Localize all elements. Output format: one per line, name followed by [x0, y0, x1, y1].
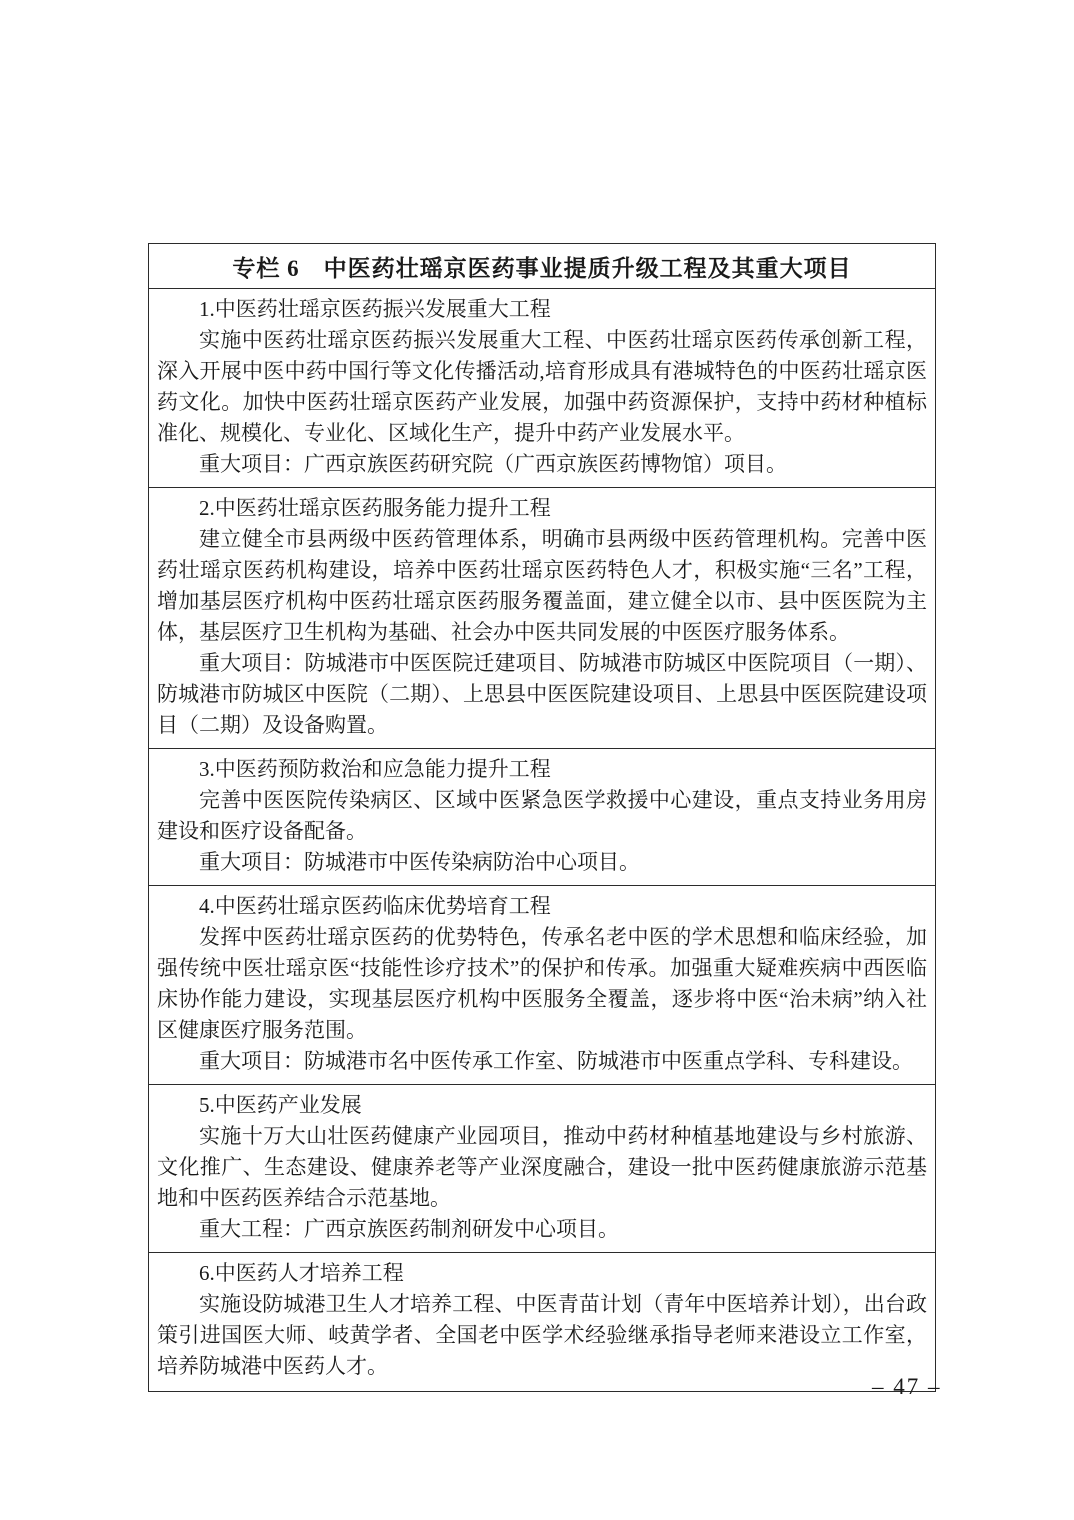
section-body: 完善中医医院传染病区、区域中医紧急医学救援中心建设，重点支持业务用房建设和医疗设备配备。 — [157, 788, 927, 843]
section-3 — [149, 748, 935, 885]
section-6 — [149, 1252, 935, 1391]
section-major-projects: 重大项目：防城港市中医传染病防治中心项目。 — [199, 850, 640, 874]
section-heading: 5.中医药产业发展 — [199, 1093, 362, 1117]
section-body: 发挥中医药壮瑶京医药的优势特色，传承名老中医的学术思想和临床经验，加强传统中医壮瑶京医“技能性诊疗技术”的保护和传承。加强重大疑难疾病中西医临床协作能力建设，实现基层医疗机构中医服务全覆盖，逐步将中医“治未病”纳入社区健康医疗服务范围。 — [157, 925, 927, 1042]
section-body: 实施中医药壮瑶京医药振兴发展重大工程、中医药壮瑶京医药传承创新工程，深入开展中医中药中国行等文化传播活动,培育形成具有港城特色的中医药壮瑶京医药文化。加快中医药壮瑶京医药产业发展，加强中药资源保护，支持中药材种植标准化、规模化、专业化、区域化生产，提升中药产业发展水平。 — [157, 328, 927, 445]
section-body: 实施设防城港卫生人才培养工程、中医青苗计划（青年中医培养计划），出台政策引进国医大师、岐黄学者、全国老中医学术经验继承指导老师来港设立工作室，培养防城港中医药人才。 — [157, 1292, 927, 1378]
section-heading: 6.中医药人才培养工程 — [199, 1261, 404, 1285]
section-major-projects: 重大项目：广西京族医药研究院（广西京族医药博物馆）项目。 — [199, 452, 787, 476]
section-heading: 1.中医药壮瑶京医药振兴发展重大工程 — [199, 297, 551, 321]
section-heading: 4.中医药壮瑶京医药临床优势培育工程 — [199, 894, 551, 918]
section-major-projects: 重大项目：防城港市名中医传承工作室、防城港市中医重点学科、专科建设。 — [199, 1049, 913, 1073]
section-major-projects: 重大工程：广西京族医药制剂研发中心项目。 — [199, 1217, 619, 1241]
section-5 — [149, 1084, 935, 1252]
section-2 — [149, 487, 935, 748]
section-heading: 3.中医药预防救治和应急能力提升工程 — [199, 757, 551, 781]
page-number: – 47 – — [872, 1374, 942, 1399]
section-body: 实施十万大山壮医药健康产业园项目，推动中药材种植基地建设与乡村旅游、文化推广、生态建设、健康养老等产业深度融合，建设一批中医药健康旅游示范基地和中医药医养结合示范基地。 — [157, 1124, 927, 1210]
section-major-projects: 重大项目：防城港市中医医院迁建项目、防城港市防城区中医院项目（一期）、防城港市防城区中医院（二期）、上思县中医医院建设项目、上思县中医医院建设项目（二期）及设备购置。 — [157, 651, 927, 737]
section-heading: 2.中医药壮瑶京医药服务能力提升工程 — [199, 496, 551, 520]
section-1 — [149, 288, 935, 487]
column6-panel — [148, 243, 936, 1392]
section-body: 建立健全市县两级中医药管理体系，明确市县两级中医药管理机构。完善中医药壮瑶京医药机构建设，培养中医药壮瑶京医药特色人才，积极实施“三名”工程，增加基层医疗机构中医药壮瑶京医药服务覆盖面，建立健全以市、县中医医院为主体，基层医疗卫生机构为基础、社会办中医共同发展的中医医疗服务体系。 — [157, 527, 927, 644]
panel-title: 专栏 6 中医药壮瑶京医药事业提质升级工程及其重大项目 — [232, 255, 852, 281]
section-4 — [149, 885, 935, 1084]
